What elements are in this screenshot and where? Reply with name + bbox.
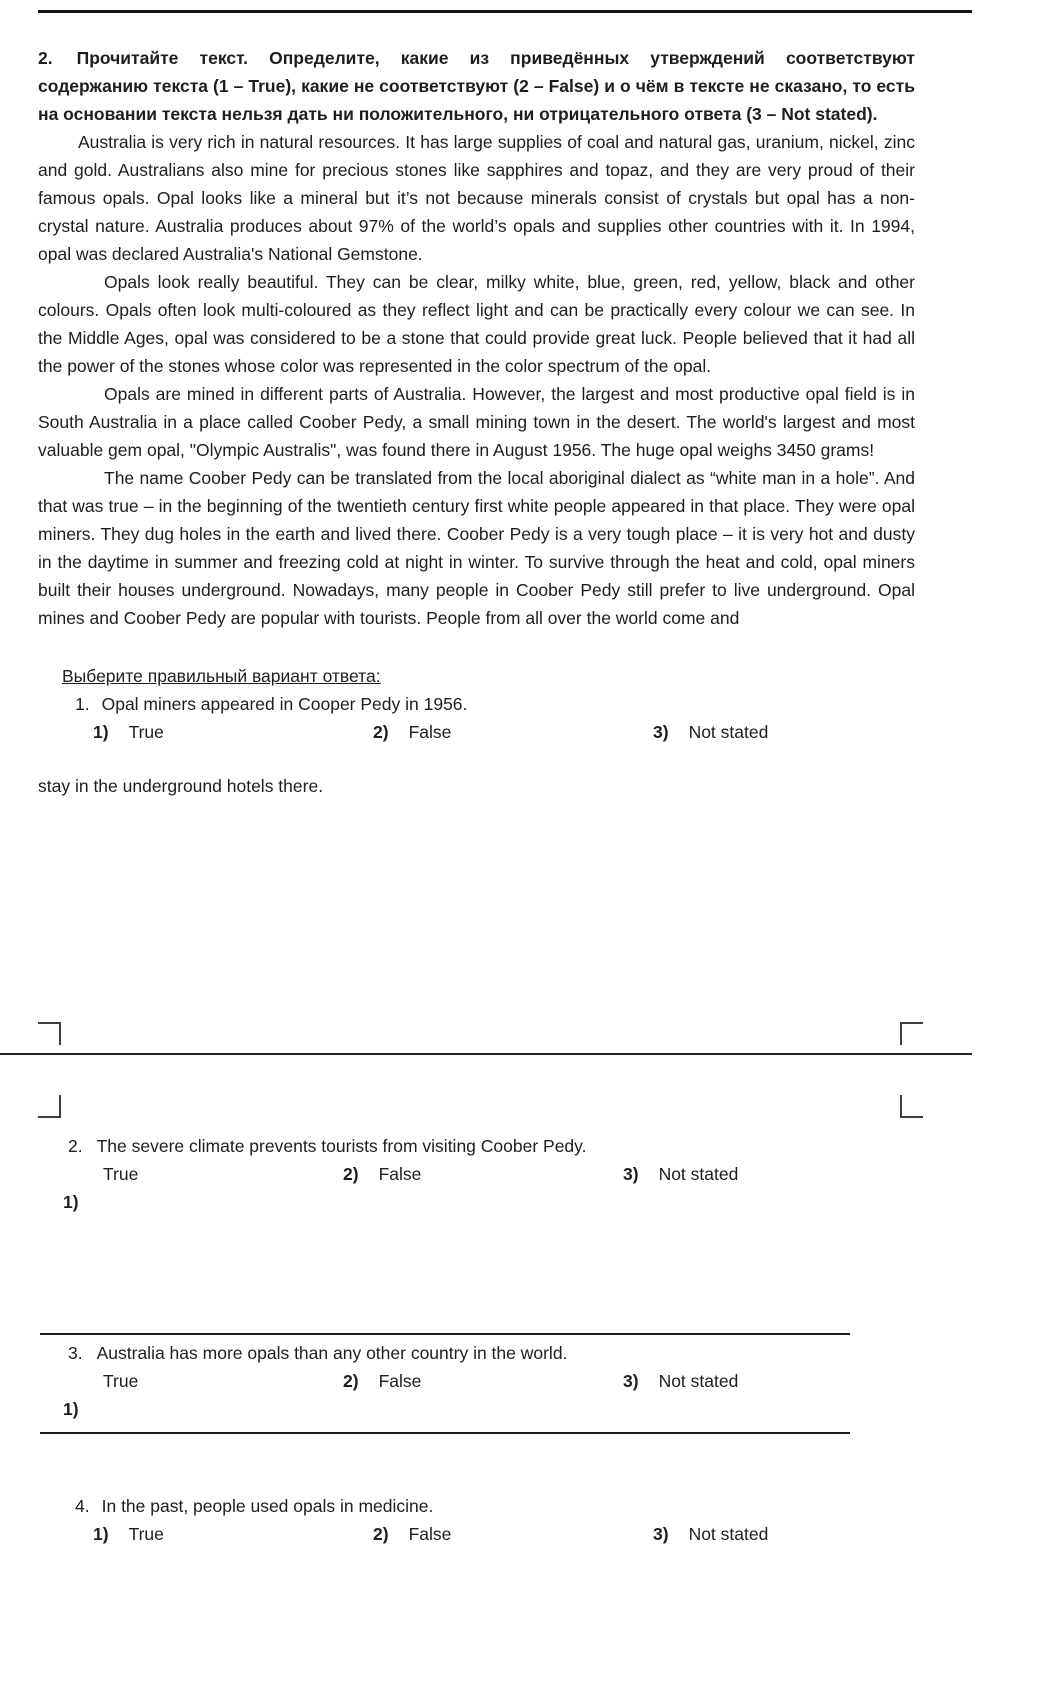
question-1 — [38, 690, 915, 746]
question-4-options — [93, 1520, 915, 1548]
answer-line-2 — [40, 1432, 850, 1434]
question-4-option-true — [93, 1520, 373, 1548]
question-2-option-true — [103, 1160, 343, 1188]
question-1-options — [93, 718, 915, 746]
option-label: 3) — [653, 722, 669, 742]
question-4-option-not-stated — [653, 1520, 768, 1548]
option-text: True — [103, 1164, 139, 1184]
option-label: 2) — [343, 1371, 359, 1391]
question-4-text: In the past, people used opals in medicine. — [101, 1496, 434, 1516]
question-2-option-not-stated — [623, 1160, 738, 1188]
task-instruction-text: Прочитайте текст. Определите, какие из приведённых утверждений соответствуют содержанию текста (1 – True), какие не соответствуют (2 – False) и о чём в тексте не сказано, то есть на основании текста нельзя дать ни положительного, ни отрицательного ответа (3 – Not stated). — [38, 48, 915, 124]
option-text: Not stated — [658, 1371, 739, 1391]
question-1-option-not-stated — [653, 718, 768, 746]
option-label: 3) — [623, 1371, 639, 1391]
question-2-text: The severe climate prevents tourists from visiting Coober Pedy. — [96, 1136, 587, 1156]
option-text: True — [128, 722, 164, 742]
option-text: True — [103, 1371, 139, 1391]
option-text: True — [128, 1524, 164, 1544]
question-4-line — [75, 1492, 915, 1520]
question-2 — [38, 1132, 915, 1216]
answers-heading-text: Выберите правильный вариант ответа: — [62, 666, 381, 686]
answers-heading — [62, 662, 915, 690]
question-1-text: Opal miners appeared in Cooper Pedy in 1956. — [101, 694, 468, 714]
page2-top-right-margin-mark — [900, 1095, 923, 1118]
page-break-zone — [0, 1022, 1046, 1132]
answer-line-1 — [40, 1333, 850, 1335]
question-3-options — [103, 1367, 915, 1395]
option-label: 3) — [623, 1164, 639, 1184]
option-text: False — [408, 1524, 452, 1544]
question-1-line — [75, 690, 915, 718]
paragraph-3: Opals are mined in different parts of Australia. However, the largest and most productive opal field is in South Australia in a place called Coober Pedy, a small mining town in the desert. The world's largest and most valuable gem opal, "Olympic Australis", was found there in August 1956. The huge opal weighs 3450 grams! — [38, 384, 915, 460]
option-text: Not stated — [658, 1164, 739, 1184]
question-3 — [38, 1339, 915, 1423]
option-text: False — [378, 1371, 422, 1391]
option-label: 3) — [653, 1524, 669, 1544]
option-label: 1) — [93, 722, 109, 742]
question-2-line — [68, 1132, 915, 1160]
option-text: False — [408, 722, 452, 742]
page1-text-column — [0, 0, 1046, 800]
question-3-text: Australia has more opals than any other country in the world. — [96, 1343, 568, 1363]
question-4 — [38, 1492, 915, 1548]
option-label: 1) — [93, 1524, 109, 1544]
question-3-option-not-stated — [623, 1367, 738, 1395]
page-divider-rule — [0, 1053, 972, 1055]
question-1-number: 1. — [75, 694, 90, 714]
question-2-stray-option-label: 1) — [63, 1192, 79, 1212]
question-4-number: 4. — [75, 1496, 90, 1516]
option-text: Not stated — [688, 722, 769, 742]
question-3-line — [68, 1339, 915, 1367]
task-number: 2. — [38, 48, 53, 68]
question-2-number: 2. — [68, 1136, 83, 1156]
page1-bottom-right-margin-mark — [900, 1022, 923, 1045]
question-1-option-false — [373, 718, 653, 746]
question-3-option-true — [103, 1367, 343, 1395]
question-3-stray-option-label: 1) — [63, 1399, 79, 1419]
paragraph-1: Australia is very rich in natural resources. It has large supplies of coal and natural gas, uranium, nickel, zinc and gold. Australians also mine for precious stones like sapphires and topaz, and they are very proud of their famous opals. Opal looks like a mineral but it’s not because minerals consist of crystals but opal has a non-crystal nature. Australia produces about 97% of the world’s opals and supplies other countries with it. In 1994, opal was declared Australia's National Gemstone. — [38, 132, 915, 264]
option-text: Not stated — [688, 1524, 769, 1544]
question-3-option-false — [343, 1367, 623, 1395]
option-label: 2) — [343, 1164, 359, 1184]
paragraph-4: The name Coober Pedy can be translated from the local aboriginal dialect as “white man in a hole”. And that was true – in the beginning of the twentieth century first white people appeared in that place. They were opal miners. They dug holes in the earth and lived there. Coober Pedy is a very tough place – it is very hot and dusty in the daytime in summer and freezing cold at night in winter. To survive through the heat and cold, opal miners built their houses underground. Nowadays, many people in Coober Pedy still prefer to live underground. Opal mines and Coober Pedy are popular with tourists. People from all over the world come and — [38, 468, 915, 628]
top-border-rule — [38, 10, 972, 13]
paragraph-2: Opals look really beautiful. They can be clear, milky white, blue, green, red, yellow, black and other colours. Opals often look multi-coloured as they reflect light and can be practically every colour we can see. In the Middle Ages, opal was considered to be a stone that could provide great luck. People believed that it had all the power of the stones whose color was represented in the color spectrum of the opal. — [38, 272, 915, 376]
option-label: 2) — [373, 1524, 389, 1544]
option-text: False — [378, 1164, 422, 1184]
question-4-option-false — [373, 1520, 653, 1548]
question-2-option-false — [343, 1160, 623, 1188]
page1-bottom-left-margin-mark — [38, 1022, 61, 1045]
task-instruction — [38, 44, 915, 128]
option-label: 2) — [373, 722, 389, 742]
question-3-number: 3. — [68, 1343, 83, 1363]
page2-top-left-margin-mark — [38, 1095, 61, 1118]
text-continuation-line: stay in the underground hotels there. — [38, 776, 324, 796]
question-2-options — [103, 1160, 915, 1188]
page2-text-column — [0, 1132, 1046, 1548]
question-1-option-true — [93, 718, 373, 746]
page2-section — [0, 1022, 1046, 1548]
